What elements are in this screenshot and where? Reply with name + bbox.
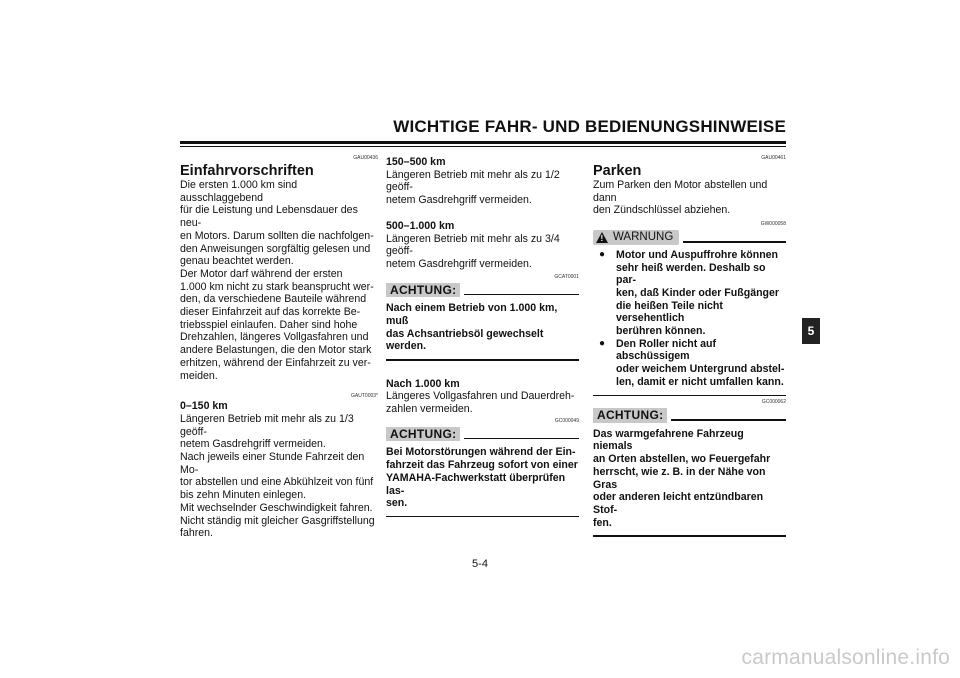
caution-rule [464,294,579,296]
list-item: ● Den Roller nicht auf abschüssigem oder weichem Untergrund abstel- len, damit er nicht umfallen kann. [593,338,786,389]
header-rule-thin [180,146,786,147]
section-heading-einfahrvorschriften: Einfahrvorschriften [180,163,314,179]
subheading-500-1000: 500–1.000 km [386,219,455,232]
caution-text: Bei Motorstörungen während der Ein- fahrzeit das Fahrzeug sofort von einer YAMAHA-Fachwerkstatt überprüfen las- sen. [386,446,578,510]
chapter-tab[interactable]: 5 [802,318,820,344]
ref-code: GAU00436 [353,155,378,161]
caution-label: ACHTUNG: [386,427,460,442]
paragraph: Längeres Vollgasfahren und Dauerdreh- zahlen vermeiden. [386,390,575,416]
warning-label: WARNUNG [613,231,674,244]
ref-code: GC000062 [761,399,786,406]
subheading-nach-1000: Nach 1.000 km [386,377,460,390]
ref-code: GCAT0001 [554,273,579,280]
subheading-0-150: 0–150 km [180,400,228,413]
warning-header [593,230,786,245]
ref-code: GAUT0003* [351,393,378,400]
warning-badge [593,230,679,245]
paragraph: Längeren Betrieb mit mehr als zu 3/4 geöff- netem Gasdrehgriff vermeiden. [386,232,560,270]
caution-rule [671,419,786,421]
warning-triangle-icon: ! [596,232,608,243]
caution-label: ACHTUNG: [386,283,460,298]
watermark: carmanualsonline.info [741,646,950,669]
ref-code: GC000049 [554,417,579,424]
bullet-icon: ● [599,248,606,260]
subheading-150-500: 150–500 km [386,156,446,168]
caution-end-rule [386,516,579,518]
page-header-title: WICHTIGE FAHR- UND BEDIENUNGSHINWEISE [393,117,786,136]
list-item: ● Motor und Auspuffrohre können sehr heiß werden. Deshalb so par- ken, daß Kinder oder Fußgänger die heißen Teile nicht versehentlich berühren können. [593,249,786,338]
paragraph: Längeren Betrieb mit mehr als zu 1/3 geöff- netem Gasdrehgriff vermeiden. Nach jeweils einer Stunde Fahrzeit den Mo- tor abstellen und eine Abkühlzeit von fünf bis zehn Minuten einlegen. Mit wechselnder Geschwindigkeit fahren. Nicht ständig mit gleicher Gasgriffstellung fahren. [180,412,375,540]
column-2 [386,156,579,517]
paragraph: Zum Parken den Motor abstellen und dann den Zündschlüssel abziehen. [593,179,768,217]
ref-code: GAU00461 [761,155,786,161]
column-1 [180,155,378,540]
caution-header [386,427,579,442]
caution-text: Das warmgefahrene Fahrzeug niemals an Orten abstellen, wo Feuergefahr herrscht, wie z. B. in der Nähe von Gras oder anderen leicht entzündbaren Stof- fen. [593,427,771,529]
caution-header [386,283,579,298]
paragraph: Längeren Betrieb mit mehr als zu 1/2 geöff- netem Gasdrehgriff vermeiden. [386,168,560,207]
ref-code: GW000058 [760,221,786,228]
paragraph: Die ersten 1.000 km sind ausschlaggebend für die Leistung und Lebensdauer des neu- en Motors. Darum sollten die nachfolgen- den Anweisungen sorgfältig gelesen und genau beachtet werden. Der Motor darf während der ersten 1.000 km nicht zu stark beansprucht wer- den, da verschiedene Bauteile während dieser Einfahrzeit auf das korrekte Be- triebsspiel einlaufen. Daher sind hohe Drehzahlen, längeres Vollgasfahren und andere Belastungen, die den Motor stark erhitzen, während der Einfahrzeit zu ver- meiden. [180,179,374,382]
caution-end-rule [593,535,786,537]
section-heading-parken: Parken [593,163,642,179]
page-number: 5-4 [472,558,488,570]
column-3 [593,155,786,537]
caution-text: Nach einem Betrieb von 1.000 km, muß das Achsantriebsöl gewechselt werden. [386,302,558,353]
caution-label: ACHTUNG: [593,408,667,423]
warning-list [593,249,786,389]
bullet-icon: ● [599,337,606,349]
warning-rule [683,241,786,243]
caution-rule [464,438,579,440]
warning-end-rule [593,395,786,397]
caution-header [593,408,786,423]
header-rule [180,141,786,144]
